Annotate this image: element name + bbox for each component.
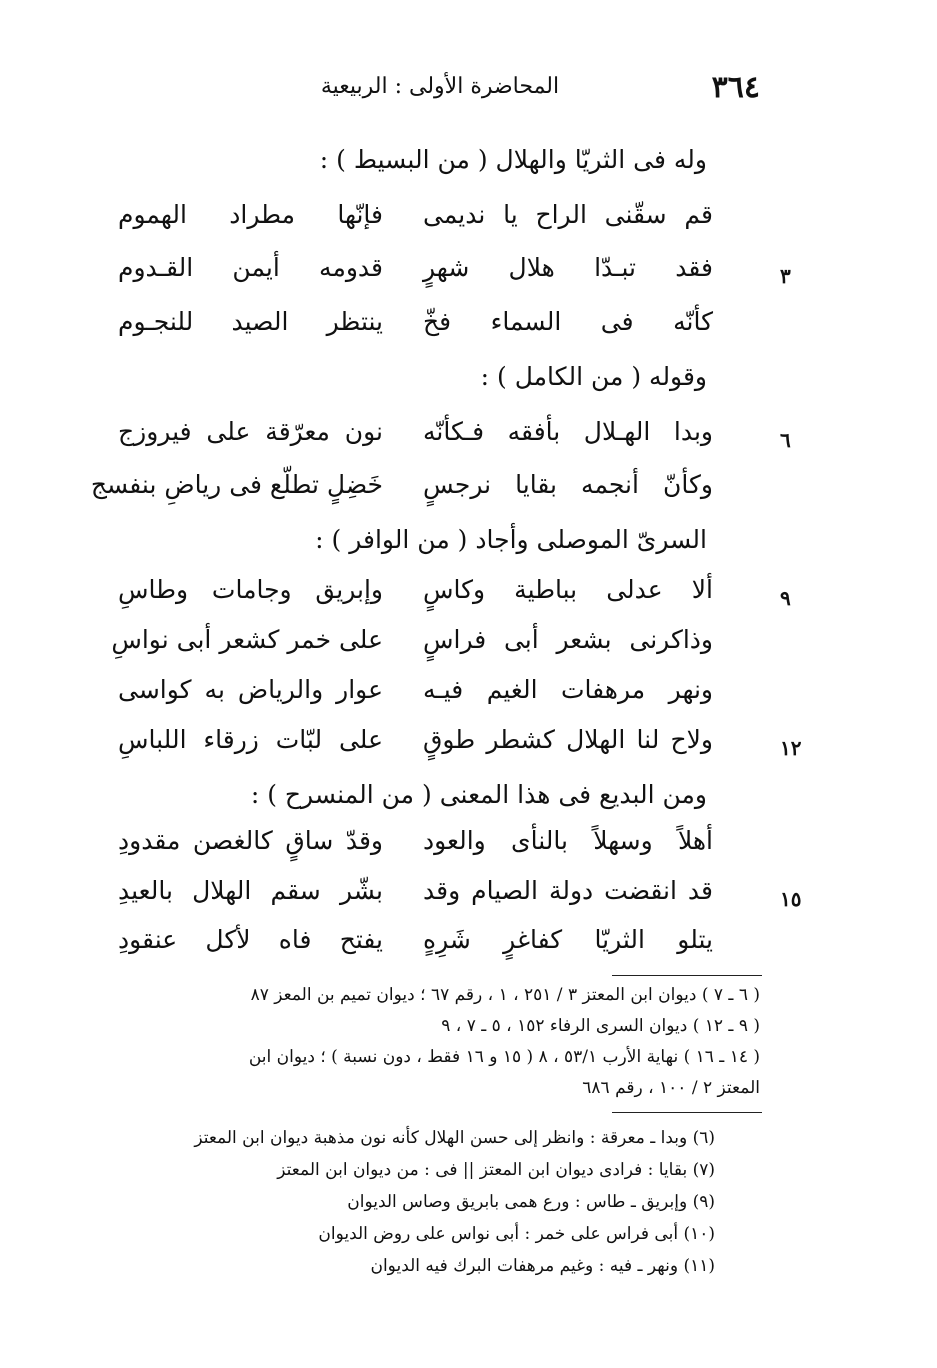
verse-line xyxy=(118,725,713,765)
line-number: ١٥ xyxy=(780,887,802,911)
second-hemistich: خَضِلٍ تطلّع فى رياضِ بنفسج xyxy=(90,470,383,499)
variant-notes xyxy=(194,1122,715,1282)
verse-line xyxy=(118,876,713,916)
line-number: ٦ xyxy=(780,428,791,452)
poem-intro-2: وقوله ( من الكامل ) : xyxy=(480,362,707,391)
line-number: ١٢ xyxy=(780,736,802,760)
second-hemistich: وقدّ ساقٍ كالغصن مقدودِ xyxy=(118,826,383,855)
source-notes xyxy=(80,980,760,1104)
first-hemistich: أهلاً وسهلاً بالنأى والعود xyxy=(423,826,713,855)
first-hemistich: ولاح لنا الهلال كشطر طوقٍ xyxy=(423,725,713,754)
second-hemistich: نون معرّقة على فيروزج xyxy=(118,417,383,446)
line-number: ٣ xyxy=(780,264,791,288)
variant-note: (٩) وإبريق ـ طاس : ورع همى بابريق وصاس الديوان xyxy=(347,1192,715,1212)
verse-line xyxy=(118,417,713,457)
second-hemistich: ينتظر الصيد للنجـوم xyxy=(118,307,383,336)
verse-line xyxy=(90,470,713,510)
variant-note: (١١) ونهر ـ فيه : وغيم مرهفات البرك فيه الديوان xyxy=(370,1256,715,1276)
page-number: ٣٦٤ xyxy=(711,70,760,105)
footnote-rule xyxy=(612,975,762,976)
verse-line xyxy=(111,625,713,665)
poem-intro-4: ومن البديع فى هذا المعنى ( من المنسرح ) : xyxy=(250,780,707,809)
verse-line xyxy=(118,200,713,240)
second-hemistich: عوار والرياض به كواسى xyxy=(118,675,383,704)
verse-line xyxy=(118,925,713,965)
verse-line xyxy=(118,826,713,866)
first-hemistich: ألا عدلى بباطية وكاسٍ xyxy=(423,575,713,604)
verse-line xyxy=(118,575,713,615)
variant-note: (١٠) أبى فراس على خمر : أبى نواس على روض الديوان xyxy=(318,1224,715,1244)
first-hemistich: ونهر مرهفات الغيم فيـه xyxy=(423,675,713,704)
poem-intro-3: السرىّ الموصلى وأجاد ( من الوافر ) : xyxy=(315,525,707,554)
source-note: المعتز ٢ / ١٠٠ ، رقم ٦٨٦ xyxy=(582,1078,760,1098)
poem-intro-1: وله فى الثريّا والهلال ( من البسيط ) : xyxy=(319,145,707,174)
second-hemistich: وإبريق وجامات وطاسِ xyxy=(118,575,383,604)
first-hemistich: يتلو الثريّا كفاغرٍ شَرِهٍ xyxy=(423,925,713,954)
first-hemistich: وكأنّ أنجمه بقايا نرجسٍ xyxy=(423,470,713,499)
first-hemistich: فقد تبـدّا هلال شهرٍ xyxy=(423,253,713,282)
first-hemistich: كأنّه فى السماء فخّ xyxy=(423,307,713,336)
second-hemistich: فإنّها مطراد الهموم xyxy=(118,200,383,229)
second-hemistich: على خمر كشعر أبى نواسِ xyxy=(111,625,383,654)
second-hemistich: قدومه أيمن القـدوم xyxy=(118,253,383,282)
verse-line xyxy=(118,307,713,347)
running-title: المحاضرة الأولى : الربيعية xyxy=(320,74,560,99)
verse-line xyxy=(118,253,713,293)
first-hemistich: وبدا الهـلال بأفقه فـكأنّه xyxy=(423,417,713,446)
variants-rule xyxy=(612,1112,762,1113)
source-note: ( ١٤ ـ ١٦ ) نهاية الأرب ٥٣/١ ، ٨ ( ١٥ و ١٦ فقط ، دون نسبة ) ؛ ديوان ابن xyxy=(248,1047,760,1067)
variant-note: (٦) وبدا ـ معرقة : وانظر إلى حسن الهلال كأنه نون مذهبة ديوان ابن المعتز xyxy=(194,1128,715,1148)
page-header xyxy=(120,70,760,110)
second-hemistich: بشّر سقم الهلال بالعيدِ xyxy=(118,876,383,905)
first-hemistich: قد انقضت دولة الصيام وقد xyxy=(423,876,713,905)
first-hemistich: قم سقّنى الراح يا نديمى xyxy=(423,200,713,229)
second-hemistich: يفتح فاه لأكل عنقودِ xyxy=(118,925,383,954)
first-hemistich: وذاكرنى بشعر أبى فراسٍ xyxy=(423,625,713,654)
source-note: ( ٩ ـ ١٢ ) ديوان السرى الرفاء ١٥٢ ، ٥ ـ ٧ ، ٩ xyxy=(441,1016,760,1036)
second-hemistich: على لبّات زرقاء اللباسِ xyxy=(118,725,383,754)
verse-line xyxy=(118,675,713,715)
line-number: ٩ xyxy=(780,586,791,610)
variant-note: (٧) بقايا : فرادى ديوان ابن المعتز || فى : من ديوان ابن المعتز xyxy=(277,1160,715,1180)
source-note: ( ٦ ـ ٧ ) ديوان ابن المعتز ٣ / ٢٥١ ، ١ ، رقم ٦٧ ؛ ديوان تميم بن المعز ٨٧ xyxy=(250,985,760,1005)
